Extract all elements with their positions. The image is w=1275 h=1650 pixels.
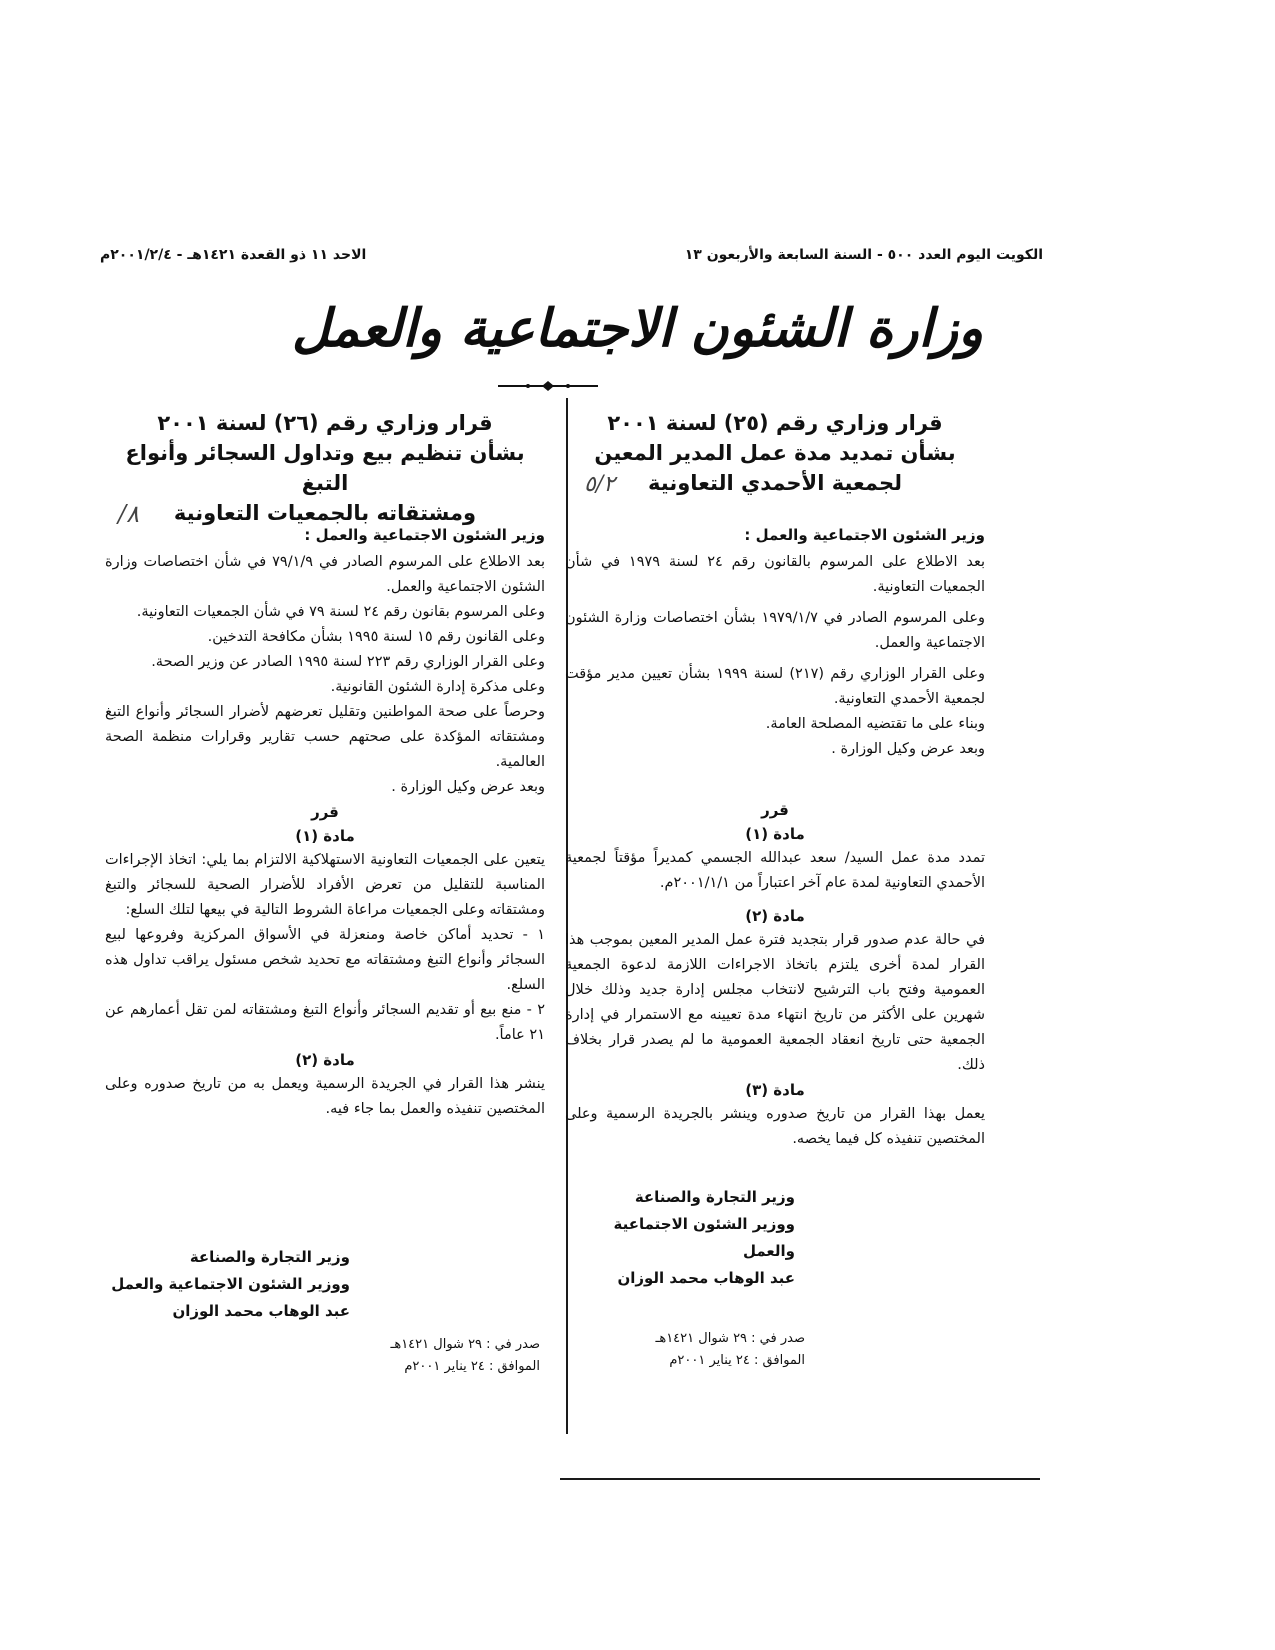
- decree-25-signatory-title-2: ووزير الشئون الاجتماعية والعمل: [613, 1215, 795, 1260]
- decree-26-signatory-title-1: وزير التجارة والصناعة: [189, 1248, 350, 1266]
- decree-26-article-1-title: مادة (١): [295, 827, 355, 845]
- decree-25-corresponding-date: الموافق : ٢٤ يناير ٢٠٠١م: [669, 1353, 805, 1368]
- decree-26-subject: بشأن تنظيم بيع وتداول السجائر وأنواع التبغ: [125, 441, 525, 495]
- handwritten-mark-right: ٥/٢: [584, 472, 616, 497]
- decree-25-decided: قرر: [761, 801, 789, 819]
- decree-25-dates: [605, 1328, 805, 1372]
- decree-25-article-3-title: مادة (٣): [745, 1081, 805, 1099]
- decree-26-preamble-7: وبعد عرض وكيل الوزارة .: [391, 779, 545, 795]
- decree-25-signature: [565, 1184, 795, 1292]
- decree-26-corresponding-date: الموافق : ٢٤ يناير ٢٠٠١م: [404, 1359, 540, 1374]
- decree-25-article-2-title: مادة (٢): [745, 907, 805, 925]
- decree-25-article-2-text: في حالة عدم صدور قرار بتجديد فترة عمل المدير المعين بموجب هذا القرار لمدة أخرى يلتزم باتخاذ الاجراءات اللازمة لدعوة الجمعية العمومية وفتح باب الترشيح لانتخاب مجلس إدارة جديد وذلك خلال شهرين على الأكثر من تاريخ انتهاء مدة تعيينه مع الاستمرار في إدارة الجمعية حتى تاريخ انعقاد الجمعية العمومية ما لم يصدر قرار بخلاف ذلك.: [565, 932, 985, 1073]
- decree-26-preamble-5: وعلى مذكرة إدارة الشئون القانونية.: [330, 679, 545, 695]
- ornament-divider: [498, 380, 598, 392]
- decree-25-preamble-3: وعلى القرار الوزاري رقم (٢١٧) لسنة ١٩٩٩ بشأن تعيين مدير مؤقت لجمعية الأحمدي التعاونية.: [565, 666, 985, 707]
- decree-25-body: [565, 526, 985, 1152]
- running-header-issue: الكويت اليوم العدد ٥٠٠ - السنة السابعة والأربعون ١٣: [684, 247, 1043, 263]
- decree-26-preamble-3: وعلى القانون رقم ١٥ لسنة ١٩٩٥ بشأن مكافحة التدخين.: [207, 629, 545, 645]
- decree-26-title: قرار وزاري رقم (٢٦) لسنة ٢٠٠١: [157, 411, 493, 435]
- decree-26-subject-cont: ومشتقاته بالجمعيات التعاونية: [173, 501, 477, 525]
- decree-25-article-1-text: تمدد مدة عمل السيد/ سعد عبدالله الجسمي كمديراً مؤقتاً لجمعية الأحمدي التعاونية لمدة عام آخر اعتباراً من ٢٠٠١/١/١م.: [565, 850, 985, 891]
- decree-25-title-block: [565, 408, 985, 498]
- decree-25-title: قرار وزاري رقم (٢٥) لسنة ٢٠٠١: [607, 411, 943, 435]
- decree-26-signature: [110, 1244, 350, 1325]
- decree-26-title-block: [105, 408, 545, 528]
- decree-26-article-1-text: يتعين على الجمعيات التعاونية الاستهلاكية الالتزام بما يلي: اتخاذ الإجراءات المناسبة للتقليل من تعرض الأفراد للأضرار الصحية للسجائر والتبغ ومشتقاته وعلى الجمعيات مراعاة الشروط التالية في بيعها لتلك السلع:: [105, 852, 545, 918]
- decree-26-dates: [340, 1334, 540, 1378]
- decree-26-preamble-1: بعد الاطلاع على المرسوم الصادر في ٧٩/١/٩ في شأن اختصاصات وزارة الشئون الاجتماعية والعمل.: [105, 554, 546, 595]
- decree-25-minister-heading: وزير الشئون الاجتماعية والعمل :: [744, 526, 985, 544]
- decree-26-signatory-title-2: ووزير الشئون الاجتماعية والعمل: [111, 1275, 350, 1293]
- decree-26-clause-2: ٢ - منع بيع أو تقديم السجائر وأنواع التبغ ومشتقاته لمن تقل أعمارهم عن ٢١ عاماً.: [105, 1002, 545, 1043]
- decree-25-issued-date: صدر في : ٢٩ شوال ١٤٢١هـ: [655, 1331, 805, 1346]
- decree-25-subject-cont: لجمعية الأحمدي التعاونية: [648, 471, 902, 495]
- decree-26-issued-date: صدر في : ٢٩ شوال ١٤٢١هـ: [390, 1337, 540, 1352]
- decree-25-preamble-4: وبناء على ما تقتضيه المصلحة العامة.: [765, 716, 985, 732]
- decree-26-signatory-name: عبد الوهاب محمد الوزان: [172, 1302, 350, 1320]
- ministry-heading: وزارة الشئون الاجتماعية والعمل: [291, 298, 984, 359]
- decree-26-preamble-6: وحرصاً على صحة المواطنين وتقليل تعرضهم لأضرار السجائر وأنواع التبغ ومشتقاته المؤكدة على صحتهم حسب تقارير وقرارات منظمة الصحة العالمية.: [105, 704, 545, 770]
- decree-26-preamble-4: وعلى القرار الوزاري رقم ٢٢٣ لسنة ١٩٩٥ الصادر عن وزير الصحة.: [151, 654, 545, 670]
- decree-26-preamble-2: وعلى المرسوم بقانون رقم ٢٤ لسنة ٧٩ في شأن الجمعيات التعاونية.: [136, 604, 545, 620]
- decree-26-decided: قرر: [311, 803, 339, 821]
- decree-26-clause-1: ١ - تحديد أماكن خاصة ومنعزلة في الأسواق المركزية وفروعها لبيع السجائر وأنواع التبغ ومشتقاته مع تحديد شخص مسئول يراقب تداول هذه السلع.: [105, 927, 545, 993]
- decree-25-preamble-1: بعد الاطلاع على المرسوم بالقانون رقم ٢٤ لسنة ١٩٧٩ في شأن الجمعيات التعاونية.: [565, 554, 985, 595]
- decree-26-article-2-title: مادة (٢): [295, 1051, 355, 1069]
- decree-25-subject: بشأن تمديد مدة عمل المدير المعين: [594, 441, 956, 465]
- decree-25-preamble-5: وبعد عرض وكيل الوزارة .: [831, 741, 985, 757]
- handwritten-mark-left: ٨/: [118, 500, 139, 528]
- decree-26-minister-heading: وزير الشئون الاجتماعية والعمل :: [304, 526, 545, 544]
- running-header-date: الاحد ١١ ذو القعدة ١٤٢١هـ - ٢٠٠١/٢/٤م: [100, 247, 367, 263]
- decree-25-article-1-title: مادة (١): [745, 825, 805, 843]
- decree-25-signatory-name: عبد الوهاب محمد الوزان: [617, 1269, 795, 1287]
- bottom-rule: [560, 1478, 1040, 1480]
- decree-25-signatory-title-1: وزير التجارة والصناعة: [634, 1188, 795, 1206]
- decree-25-article-3-text: يعمل بهذا القرار من تاريخ صدوره وينشر بالجريدة الرسمية وعلى المختصين تنفيذه كل فيما يخصه.: [565, 1106, 985, 1147]
- decree-26-body: [105, 526, 545, 1122]
- decree-26-article-2-text: ينشر هذا القرار في الجريدة الرسمية ويعمل به من تاريخ صدوره وعلى المختصين تنفيذه والعمل بما جاء فيه.: [105, 1076, 545, 1117]
- decree-25-preamble-2: وعلى المرسوم الصادر في ١٩٧٩/١/٧ بشأن اختصاصات وزارة الشئون الاجتماعية والعمل.: [565, 610, 985, 651]
